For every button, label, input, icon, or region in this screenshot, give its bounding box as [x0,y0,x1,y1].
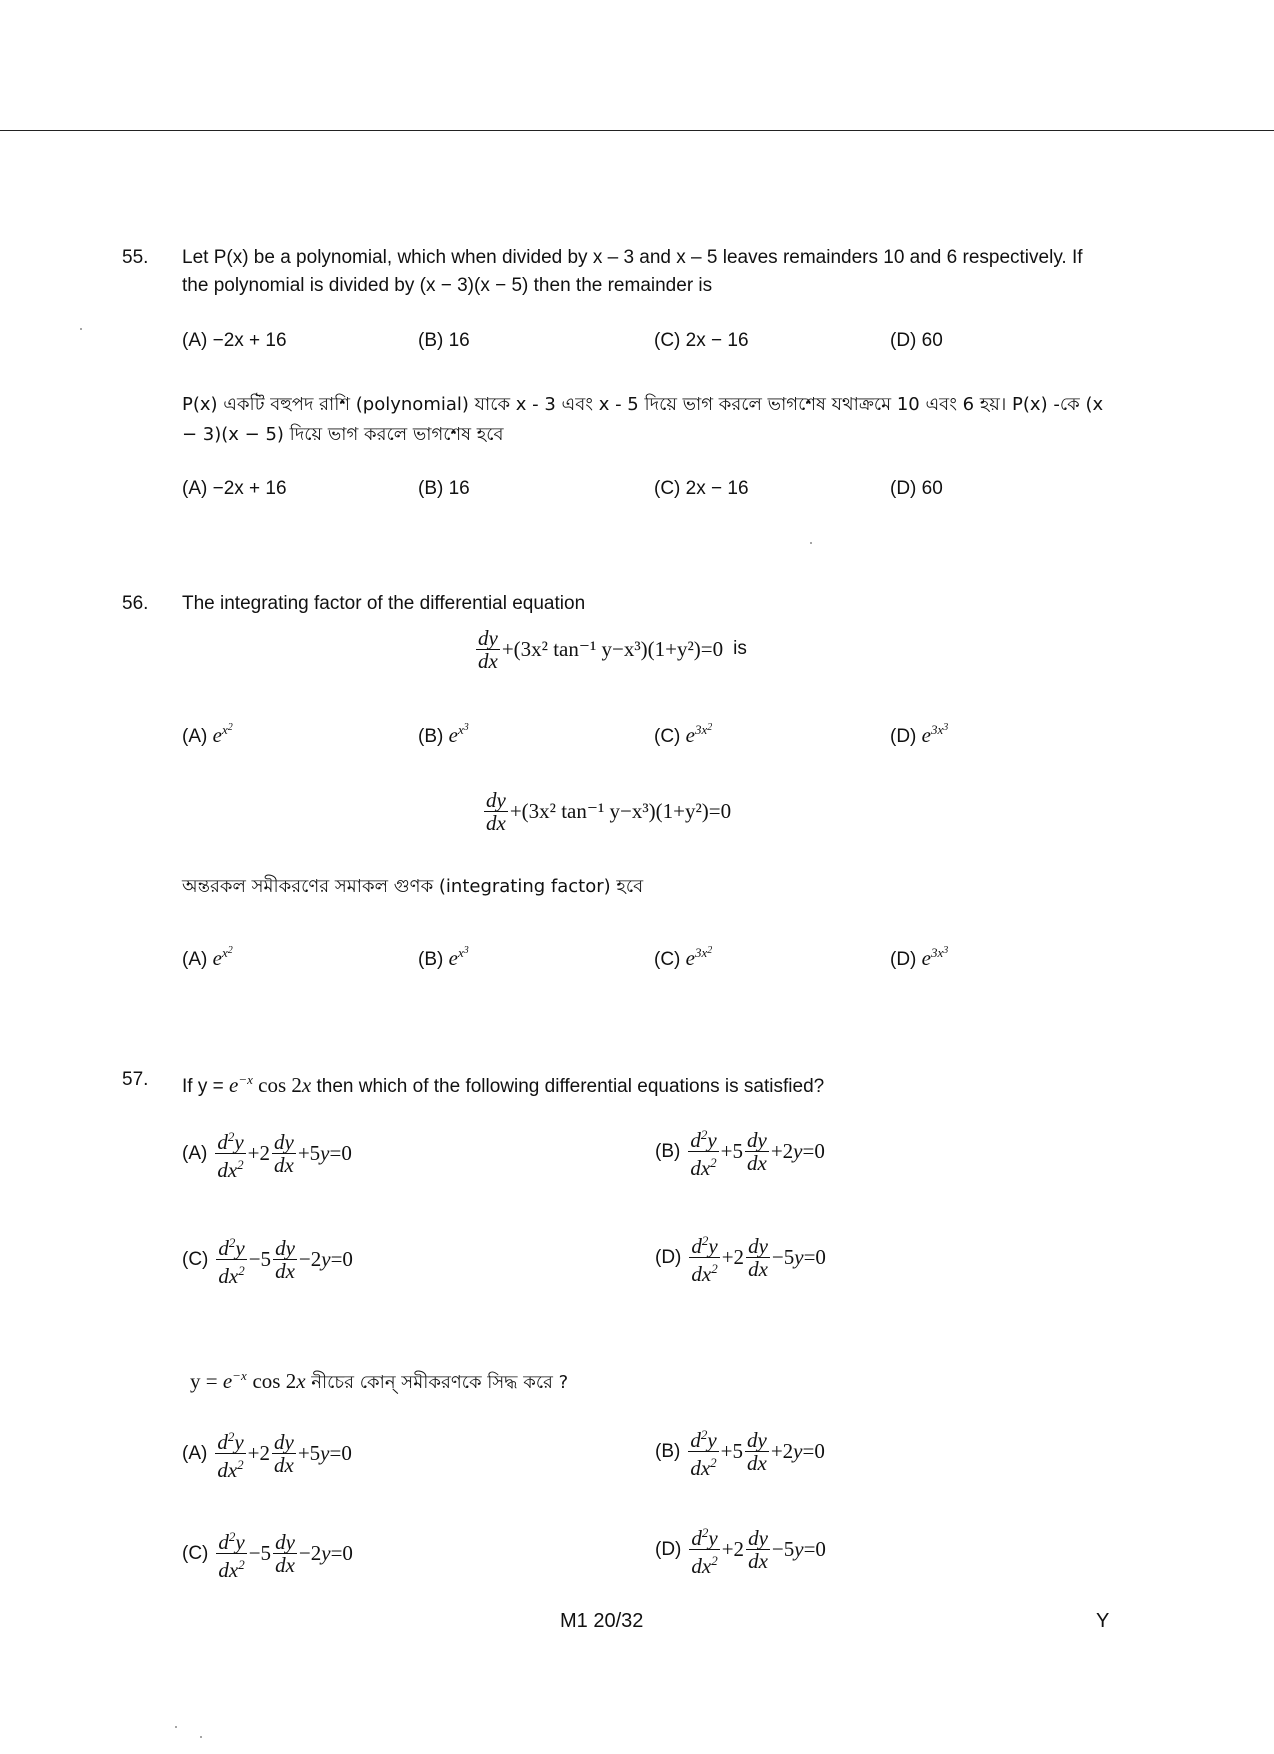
equation-56-bn [482,780,731,842]
option-a[interactable]: (A) $\frac{d^2y}{dx^2}$ +2 $\frac{dy}{dx}$ +5 y =0 [182,1426,352,1481]
scan-speck [175,1726,177,1728]
options-56-bn [182,945,1082,975]
question-55-bn [182,390,1112,452]
option-d[interactable]: (D) 60 [890,478,943,499]
equation-tail: +(3x² tan⁻¹ y−x³)(1+y²)=0 [501,636,724,661]
question-57 [122,1066,1112,1096]
question-number: 55. [122,247,149,268]
header-rule [0,130,1274,131]
options-56-en [182,722,1082,752]
scan-speck [810,542,812,544]
question-text-bn: অন্তরকল সমীকরণের সমাকল গুণক (integrating factor) হবে [182,876,644,897]
question-56 [122,590,1112,620]
option-c[interactable]: (C) $\frac{d^2y}{dx^2}$ −5 $\frac{dy}{dx}$ −2 y =0 [182,1526,353,1581]
option-d[interactable]: (D) $\frac{d^2y}{dx^2}$ +2 $\frac{dy}{dx}$ −5 y =0 [655,1230,826,1285]
option-d[interactable]: (D) 60 [890,330,943,351]
equation-tail: +(3x² tan⁻¹ y−x³)(1+y²)=0 [509,798,732,823]
scan-speck [80,328,82,330]
option-d[interactable]: (D) $e^{3x^3}$ [890,722,949,747]
option-b[interactable]: (B) $\frac{d^2y}{dx^2}$ +5 $\frac{dy}{dx}$ +2 y =0 [655,1424,825,1479]
question-55 [122,244,1112,304]
options-55-en [182,330,1082,360]
question-57-bn: $y = e^{-x}$ cos 2x নীচের কোন্‌ সমীকরণকে সিদ্ধ করে ? [190,1368,569,1393]
equation-is: is [733,638,747,659]
question-number: 56. [122,593,149,614]
scan-speck [200,1736,202,1738]
question-text: Let P(x) be a polynomial, which when divided by x – 3 and x – 5 leaves remainders 10 and 6 respectively. If the polynomial is divided by (x − 3)(x − 5) then the remainder is [182,247,1083,296]
fraction-dy-dx: $\frac{dy}{dx}$ [478,625,498,673]
equation-56 [474,618,753,680]
question-text: If $y = e^{-x}$ cos 2x then which of the following differential equations is satisfied? [182,1072,825,1097]
option-b[interactable]: (B) 16 [418,478,470,499]
option-a[interactable]: (A) $e^{x^2}$ [182,722,233,747]
option-c[interactable]: (C) $e^{3x^2}$ [654,945,713,970]
option-d[interactable]: (D) $\frac{d^2y}{dx^2}$ +2 $\frac{dy}{dx}$ −5 y =0 [655,1522,826,1577]
option-d[interactable]: (D) $e^{3x^3}$ [890,945,949,970]
question-text-bn: P(x) একটি বহুপদ রাশি (polynomial) যাকে x - 3 এবং x - 5 দিয়ে ভাগ করলে ভাগশেষ যথাক্রমে 10 এবং 6 হয়। P(x) -কে (x − 3)(x − 5) দিয়ে ভাগ করলে ভাগশেষ হবে [182,394,1104,445]
question-number: 57. [122,1069,149,1090]
option-a[interactable]: (A) −2x + 16 [182,478,287,499]
option-b[interactable]: (B) 16 [418,330,470,351]
page-number: M1 20/32 [560,1610,644,1632]
question-56-bn [182,873,1082,903]
option-c[interactable]: (C) 2x − 16 [654,478,749,499]
option-a[interactable]: (A) $\frac{d^2y}{dx^2}$ +2 $\frac{dy}{dx}$ +5 y =0 [182,1126,352,1181]
option-c[interactable]: (C) $\frac{d^2y}{dx^2}$ −5 $\frac{dy}{dx}$ −2 y =0 [182,1232,353,1287]
corner-mark: Y [1096,1610,1110,1632]
question-text-bn: নীচের কোন্‌ সমীকরণকে সিদ্ধ করে ? [311,1372,569,1393]
option-b[interactable]: (B) $e^{x^3}$ [418,722,469,747]
option-c[interactable]: (C) $e^{3x^2}$ [654,722,713,747]
option-a[interactable]: (A) $e^{x^2}$ [182,945,233,970]
options-55-bn [182,478,1082,508]
option-b[interactable]: (B) $\frac{d^2y}{dx^2}$ +5 $\frac{dy}{dx}$ +2 y =0 [655,1124,825,1179]
option-b[interactable]: (B) $e^{x^3}$ [418,945,469,970]
question-text: The integrating factor of the differential equation [182,593,586,614]
option-c[interactable]: (C) 2x − 16 [654,330,749,351]
fraction-dy-dx: $\frac{dy}{dx}$ [486,787,506,835]
option-a[interactable]: (A) −2x + 16 [182,330,287,351]
